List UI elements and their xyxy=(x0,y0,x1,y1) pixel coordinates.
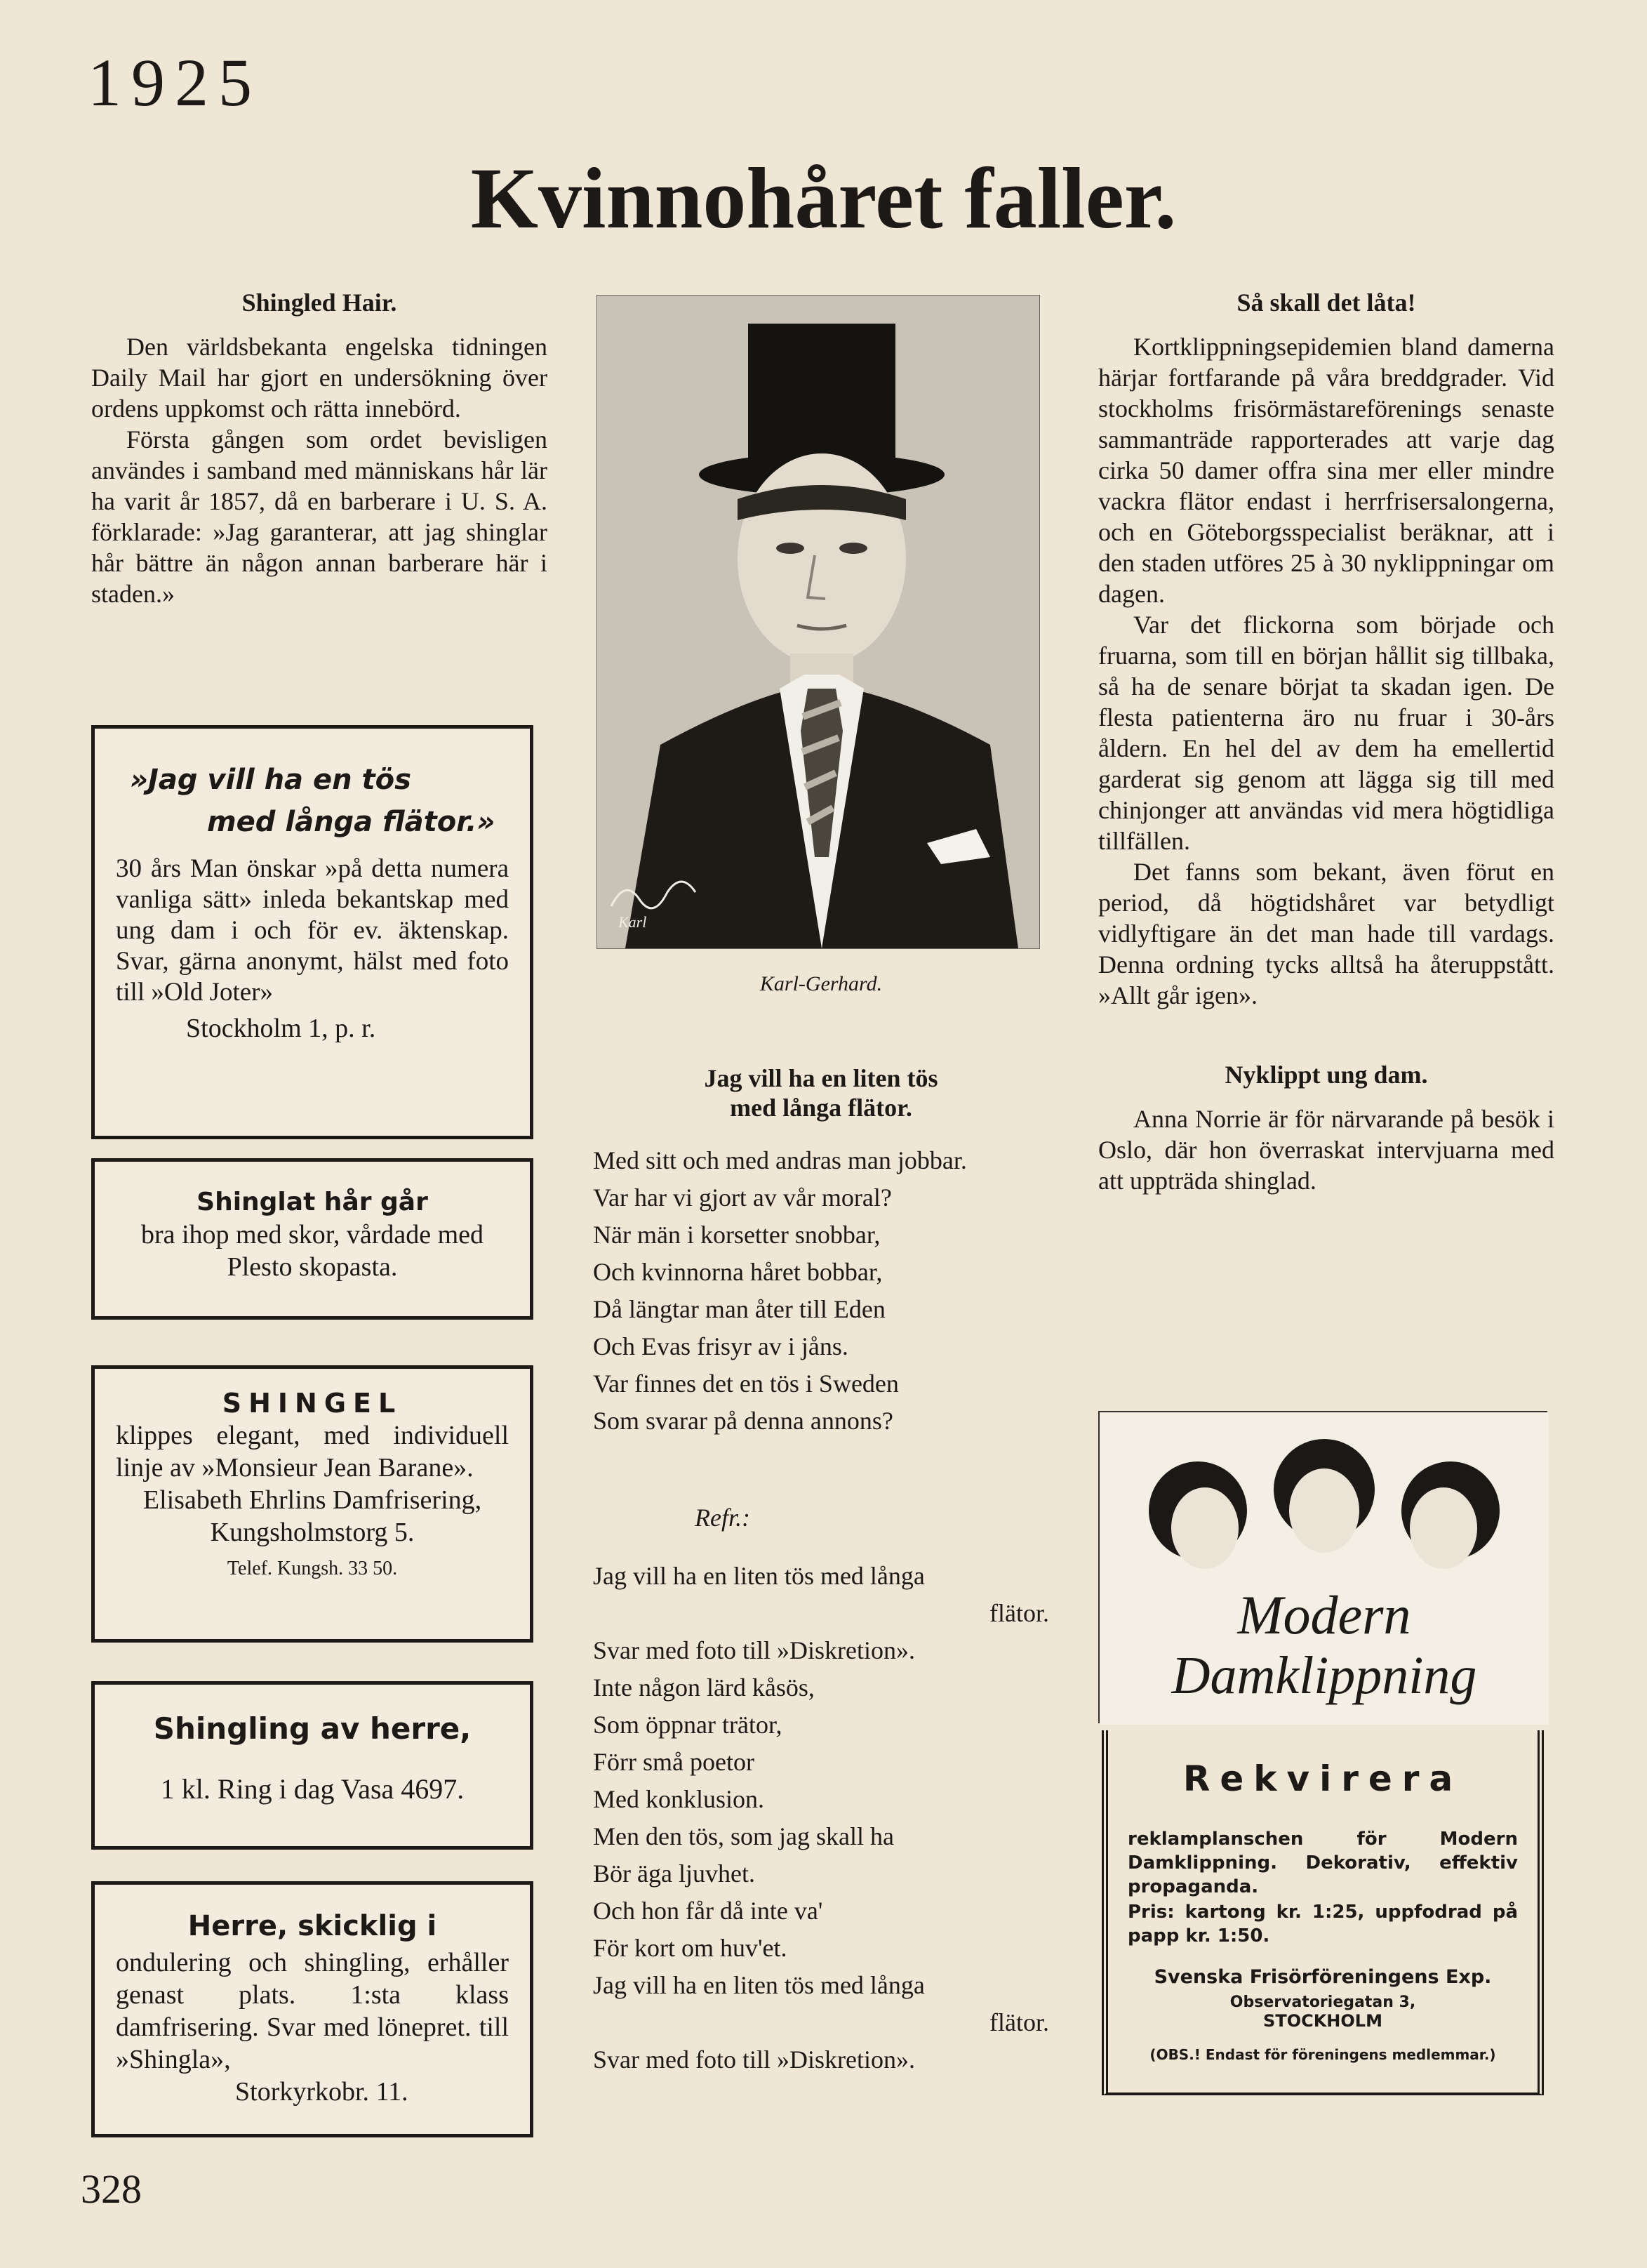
poster-description: reklamplanschen för Modern Damklippning. Dekorativ, effektiv propaganda. xyxy=(1128,1829,1518,1897)
song-refrain-line: Förr små poetor xyxy=(593,1748,754,1776)
song-refrain-label: Refr.: xyxy=(695,1504,750,1532)
top-hat xyxy=(748,324,895,475)
page-number: 328 xyxy=(81,2166,142,2212)
ad-shingling-headline: Shingling av herre, xyxy=(153,1711,472,1746)
song-refrain-line: Och hon får då inte va' xyxy=(593,1897,823,1925)
song-refrain-line: Bör äga ljuvhet. xyxy=(593,1859,755,1888)
song-refrain-line: Inte någon lärd kåsös, xyxy=(593,1673,815,1702)
right-article-paragraph: Var det flickorna som började och fruarna, som till en början hållit sig tillbaka, så ha de senare börjat ta skadan igen. De flesta patienterna äro nu fruar i 30-års åldern. En hel del av dem ha emellertid garderat sig genom att lägga sig till med chinjonger att användas vid mera högtidliga tillfällen. xyxy=(1098,611,1554,855)
poster-art xyxy=(1100,1412,1549,1725)
right-article-heading: Så skall det låta! xyxy=(1236,289,1416,317)
ad-shingel xyxy=(91,1365,533,1643)
song-refrain xyxy=(593,1558,1049,2078)
right-article-paragraph: Kortklippningsepidemien bland damerna härjar fortfarande på våra breddgrader. Vid stockholms frisörmästareförenings senaste sammanträde rapporterades att varje dag cirka 50 damer offra sina mer eller mindre vackra flätor endast i herrfrisersalongerna, och en Göteborgsspecialist beräknar, att i den staden utföres 25 à 30 nyklippningar om dagen. xyxy=(1098,333,1554,608)
song-verse-line: Var har vi gjort av vår moral? xyxy=(593,1183,892,1212)
song-verse xyxy=(593,1142,1049,1440)
right-article-heading-2: Nyklippt ung dam. xyxy=(1225,1061,1428,1089)
poster-price: Pris: kartong kr. 1:25, uppfodrad på papp kr. 1:50. xyxy=(1128,1902,1518,1947)
song-verse-line: Då längtar man åter till Eden xyxy=(593,1295,886,1323)
poster-address-2: STOCKHOLM xyxy=(1263,2011,1382,2031)
ad-personal-headline-1: »Jag vill ha en tös xyxy=(130,764,411,796)
poster-order-ad xyxy=(1102,1730,1544,2095)
photo-signature: Karl xyxy=(618,913,647,931)
poster-company: Svenska Frisörföreningens Exp. xyxy=(1154,1966,1492,1988)
left-article xyxy=(91,288,547,609)
song-verse-line: Och Evas frisyr av i jåns. xyxy=(593,1332,848,1360)
left-article-paragraph: Första gången som ordet bevisligen användes i samband med människans hår lär ha varit år 1857, då en barberare i U. S. A. förklarade: »Jag garanterar, att jag shinglar hår bättre än någon annan barberare här i staden.» xyxy=(91,425,547,608)
poster-request: Rekvirera xyxy=(1182,1758,1463,1799)
ad-barber-headline: Herre, skicklig i xyxy=(187,1910,437,1942)
poster-illustration xyxy=(1098,1411,1547,1723)
ad-barber-body: ondulering och shingling, erhåller genast plats. 1:sta klass damfrisering. Svar med lönepret. till »Shingla», xyxy=(116,1948,509,2074)
right-article-paragraph: Det fanns som bekant, även förut en period, då högtidshåret var betydligt vidlyftigare än det man hade till vardags. Denna ordning tycks alltså ha återuppstått. »Allt går igen». xyxy=(1098,858,1554,1009)
ad-barber-footer: Storkyrkobr. 11. xyxy=(235,2077,408,2107)
song-refrain-line: Jag vill ha en liten tös med långa xyxy=(593,1562,925,1590)
song-refrain-line: flätor. xyxy=(989,2008,1049,2036)
song-refrain-line: Men den tös, som jag skall ha xyxy=(593,1822,894,1850)
right-article xyxy=(1098,288,1554,1196)
song-verse-line: Och kvinnorna håret bobbar, xyxy=(593,1258,883,1286)
song-heading-2: med långa flätor. xyxy=(730,1094,912,1122)
ad-shingel-headline: SHINGEL xyxy=(222,1388,403,1419)
year-heading: 1925 xyxy=(88,45,262,120)
poster-note: (OBS.! Endast för föreningens medlemmar.) xyxy=(1149,2046,1496,2063)
poster-damklippning: Damklippning xyxy=(1171,1646,1477,1705)
portrait-figure xyxy=(597,296,1039,948)
ad-plesto-body: bra ihop med skor, vårdade med Plesto skopasta. xyxy=(140,1220,484,1282)
song-verse-line: Som svarar på denna annons? xyxy=(593,1407,893,1435)
song-refrain-line: Med konklusion. xyxy=(593,1785,765,1813)
song-heading-1: Jag vill ha en liten tös xyxy=(704,1064,938,1092)
poster-modern: Modern xyxy=(1237,1584,1411,1645)
left-article-heading: Shingled Hair. xyxy=(241,289,397,317)
page-title: Kvinnohåret faller. xyxy=(470,150,1177,246)
song-refrain-line: Jag vill ha en liten tös med långa xyxy=(593,1971,925,1999)
ad-shingling xyxy=(91,1681,533,1850)
song-refrain-line: flätor. xyxy=(989,1599,1049,1627)
ad-shingel-body: klippes elegant, med individuell linje av »Monsieur Jean Barane». xyxy=(116,1421,509,1483)
song-verse-line: När män i korsetter snobbar, xyxy=(593,1221,881,1249)
portrait-photo xyxy=(596,295,1040,949)
song xyxy=(593,1063,1049,2078)
left-article-paragraph: Den världsbekanta engelska tidningen Daily Mail har gjort en undersökning över ordens uppkomst och rätta innebörd. xyxy=(91,333,547,423)
song-refrain-line: Svar med foto till »Diskretion». xyxy=(593,1636,915,1664)
ad-shingel-phone: Telef. Kungsh. 33 50. xyxy=(227,1558,398,1579)
song-refrain-line: För kort om huv'et. xyxy=(593,1934,787,1962)
ad-plesto-headline: Shinglat hår går xyxy=(196,1188,428,1216)
ad-personal-headline-2: med långa flätor.» xyxy=(207,806,495,838)
ad-shingel-address: Kungsholmstorg 5. xyxy=(210,1518,415,1547)
right-article-paragraph-2: Anna Norrie är för närvarande på besök i Oslo, där hon överraskat intervjuarna med att uppträda shinglad. xyxy=(1098,1105,1554,1195)
song-verse-line: Var finnes det en tös i Sweden xyxy=(593,1370,899,1398)
song-refrain-line: Svar med foto till »Diskretion». xyxy=(593,2045,915,2074)
song-verse-line: Med sitt och med andras man jobbar. xyxy=(593,1146,967,1174)
ad-personal-body: 30 års Man önskar »på detta numera vanliga sätt» inleda bekantskap med ung dam i och för ev. äktenskap. Svar, gärna anonymt, hälst med foto till »Old Joter» xyxy=(116,854,509,1007)
ad-personal-footer: Stockholm 1, p. r. xyxy=(186,1014,376,1043)
ad-shingling-body: 1 kl. Ring i dag Vasa 4697. xyxy=(160,1773,465,1805)
ad-personal xyxy=(91,725,533,1139)
ad-plesto xyxy=(91,1158,533,1320)
ad-barber-wanted xyxy=(91,1881,533,2137)
photo-caption: Karl-Gerhard. xyxy=(759,972,883,995)
poster-address-1: Observatoriegatan 3, xyxy=(1229,1994,1416,2011)
ad-shingel-salon: Elisabeth Ehrlins Damfrisering, xyxy=(142,1485,482,1515)
song-refrain-line: Som öppnar trätor, xyxy=(593,1711,782,1739)
